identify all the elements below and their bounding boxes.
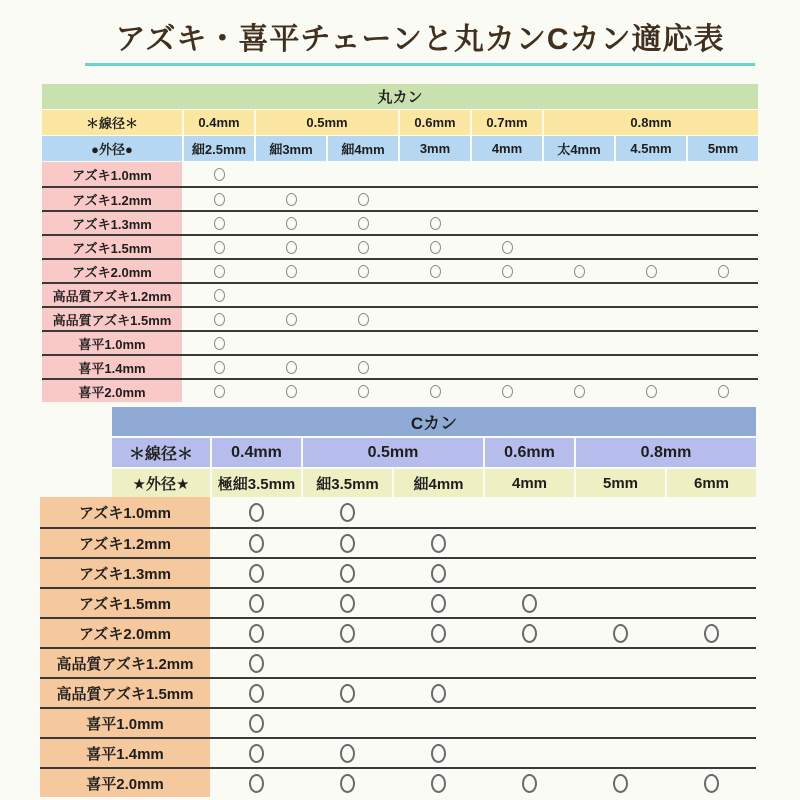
compat-circle-icon — [340, 774, 355, 793]
table-row — [42, 330, 758, 354]
outer-diameter-row — [112, 469, 756, 497]
compat-circle-icon — [613, 624, 628, 643]
table-row — [40, 557, 756, 587]
compat-circle-icon — [214, 361, 225, 374]
mark-cell — [667, 559, 756, 587]
compat-circle-icon — [718, 385, 729, 398]
compat-circle-icon — [249, 564, 264, 583]
outer-size-cell: 細2.5mm — [184, 136, 254, 161]
compat-circle-icon — [249, 744, 264, 763]
mark-cell — [616, 162, 686, 186]
mark-cell — [212, 529, 301, 557]
row-label: 高品質アズキ1.2mm — [40, 649, 210, 677]
outer-diameter-label: ●外径● — [42, 136, 182, 161]
compat-circle-icon — [340, 503, 355, 522]
mark-cell — [303, 649, 392, 677]
mark-cell — [576, 649, 665, 677]
mark-cell — [472, 380, 542, 402]
mark-cell — [394, 529, 483, 557]
mark-cell — [485, 739, 574, 767]
table-body — [40, 497, 756, 797]
mark-cell — [576, 709, 665, 737]
table-row — [40, 767, 756, 797]
mark-cell — [616, 356, 686, 378]
compat-circle-icon — [522, 774, 537, 793]
mark-cell — [256, 380, 326, 402]
mark-cell — [616, 308, 686, 330]
compat-circle-icon — [249, 684, 264, 703]
outer-diameter-row — [42, 136, 758, 161]
mark-cell — [667, 739, 756, 767]
wire-size-cell: 0.7mm — [472, 110, 542, 135]
mark-cell — [400, 236, 470, 258]
compat-circle-icon — [704, 774, 719, 793]
row-label: アズキ1.5mm — [40, 589, 210, 617]
table-row — [40, 737, 756, 767]
compat-circle-icon — [574, 385, 585, 398]
table-body — [42, 162, 758, 402]
c-kan-body — [40, 497, 756, 797]
mark-cell — [394, 497, 483, 527]
c-kan-header — [112, 407, 756, 497]
compat-circle-icon — [646, 265, 657, 278]
mark-cell — [688, 332, 758, 354]
mark-cell — [328, 236, 398, 258]
table-row — [42, 258, 758, 282]
mark-cell — [616, 332, 686, 354]
wire-size-cell: 0.8mm — [576, 438, 756, 467]
table-row — [42, 186, 758, 210]
row-label: アズキ1.3mm — [40, 559, 210, 587]
mark-cell — [212, 679, 301, 707]
mark-cell — [256, 284, 326, 306]
compat-circle-icon — [214, 313, 225, 326]
compat-circle-icon — [718, 265, 729, 278]
compat-circle-icon — [340, 684, 355, 703]
compat-circle-icon — [286, 361, 297, 374]
mark-cell — [576, 589, 665, 617]
mark-cell — [256, 212, 326, 234]
mark-cell — [667, 589, 756, 617]
mark-cell — [184, 284, 254, 306]
table-title-maru-kan: 丸カン — [42, 84, 758, 109]
mark-cell — [688, 188, 758, 210]
mark-cell — [184, 332, 254, 354]
table-row — [40, 617, 756, 647]
mark-cell — [212, 769, 301, 797]
compat-circle-icon — [340, 594, 355, 613]
compat-circle-icon — [646, 385, 657, 398]
mark-cell — [328, 308, 398, 330]
compat-circle-icon — [430, 217, 441, 230]
compat-circle-icon — [214, 193, 225, 206]
mark-cell — [400, 380, 470, 402]
row-label: アズキ2.0mm — [40, 619, 210, 647]
compat-circle-icon — [358, 385, 369, 398]
mark-cell — [184, 236, 254, 258]
row-label: アズキ1.0mm — [40, 497, 210, 527]
mark-cell — [303, 769, 392, 797]
mark-cell — [394, 769, 483, 797]
compat-circle-icon — [522, 594, 537, 613]
compat-circle-icon — [249, 534, 264, 553]
mark-cell — [667, 769, 756, 797]
mark-cell — [400, 284, 470, 306]
row-label: 喜平1.4mm — [42, 356, 182, 378]
mark-cell — [472, 236, 542, 258]
mark-cell — [485, 649, 574, 677]
wire-diameter-label: ＊線径＊ — [112, 438, 210, 467]
mark-cell — [688, 236, 758, 258]
compat-circle-icon — [431, 534, 446, 553]
compat-circle-icon — [214, 337, 225, 350]
wire-diameter-row — [112, 438, 756, 467]
row-label: アズキ1.2mm — [40, 529, 210, 557]
compat-circle-icon — [430, 241, 441, 254]
mark-cell — [328, 356, 398, 378]
wire-size-cell: 0.5mm — [256, 110, 398, 135]
mark-cell — [256, 332, 326, 354]
outer-size-cell: 極細3.5mm — [212, 469, 301, 497]
compat-circle-icon — [431, 594, 446, 613]
mark-cell — [394, 709, 483, 737]
outer-size-cell: 4mm — [485, 469, 574, 497]
wire-size-cell: 0.4mm — [184, 110, 254, 135]
mark-cell — [303, 739, 392, 767]
mark-cell — [616, 236, 686, 258]
mark-cell — [576, 559, 665, 587]
maru-kan-table — [42, 84, 758, 402]
row-label: 喜平2.0mm — [42, 380, 182, 402]
compat-circle-icon — [502, 265, 513, 278]
row-label: 喜平1.4mm — [40, 739, 210, 767]
mark-cell — [303, 529, 392, 557]
mark-cell — [544, 380, 614, 402]
compat-circle-icon — [286, 217, 297, 230]
mark-cell — [303, 709, 392, 737]
mark-cell — [212, 497, 301, 527]
mark-cell — [485, 559, 574, 587]
mark-cell — [328, 188, 398, 210]
compat-circle-icon — [286, 385, 297, 398]
table-row — [40, 707, 756, 737]
mark-cell — [688, 162, 758, 186]
compat-circle-icon — [249, 654, 264, 673]
outer-size-cell: 太4mm — [544, 136, 614, 161]
mark-cell — [400, 356, 470, 378]
row-label: 喜平1.0mm — [40, 709, 210, 737]
mark-cell — [256, 356, 326, 378]
mark-cell — [394, 679, 483, 707]
mark-cell — [667, 619, 756, 647]
mark-cell — [303, 497, 392, 527]
row-label: アズキ2.0mm — [42, 260, 182, 282]
mark-cell — [394, 619, 483, 647]
mark-cell — [303, 559, 392, 587]
mark-cell — [212, 559, 301, 587]
mark-cell — [303, 679, 392, 707]
mark-cell — [667, 709, 756, 737]
table-row — [40, 587, 756, 617]
compat-circle-icon — [214, 265, 225, 278]
mark-cell — [485, 679, 574, 707]
mark-cell — [544, 260, 614, 282]
mark-cell — [688, 308, 758, 330]
compat-circle-icon — [522, 624, 537, 643]
compat-circle-icon — [340, 624, 355, 643]
row-label: アズキ1.5mm — [42, 236, 182, 258]
compat-circle-icon — [430, 265, 441, 278]
mark-cell — [256, 188, 326, 210]
compat-circle-icon — [340, 534, 355, 553]
row-label: アズキ1.3mm — [42, 212, 182, 234]
mark-cell — [667, 649, 756, 677]
table-row — [40, 647, 756, 677]
mark-cell — [256, 308, 326, 330]
mark-cell — [472, 332, 542, 354]
wire-diameter-label: ＊線径＊ — [42, 110, 182, 135]
mark-cell — [576, 739, 665, 767]
mark-cell — [544, 356, 614, 378]
mark-cell — [667, 529, 756, 557]
mark-cell — [184, 188, 254, 210]
compat-circle-icon — [358, 193, 369, 206]
compat-circle-icon — [358, 217, 369, 230]
mark-cell — [485, 769, 574, 797]
mark-cell — [212, 739, 301, 767]
compat-circle-icon — [286, 313, 297, 326]
mark-cell — [544, 162, 614, 186]
outer-diameter-label: ★外径★ — [112, 469, 210, 497]
outer-size-cell: 細4mm — [328, 136, 398, 161]
mark-cell — [394, 559, 483, 587]
compat-circle-icon — [574, 265, 585, 278]
compat-circle-icon — [704, 624, 719, 643]
mark-cell — [576, 619, 665, 647]
row-label: アズキ1.2mm — [42, 188, 182, 210]
mark-cell — [544, 212, 614, 234]
compat-circle-icon — [286, 241, 297, 254]
wire-size-cell: 0.6mm — [485, 438, 574, 467]
mark-cell — [485, 497, 574, 527]
compat-circle-icon — [431, 564, 446, 583]
compat-circle-icon — [358, 313, 369, 326]
mark-cell — [472, 308, 542, 330]
mark-cell — [184, 308, 254, 330]
table-row — [42, 210, 758, 234]
mark-cell — [472, 162, 542, 186]
row-label: アズキ1.0mm — [42, 162, 182, 186]
outer-size-cell: 6mm — [667, 469, 756, 497]
table-row — [42, 234, 758, 258]
mark-cell — [485, 589, 574, 617]
mark-cell — [616, 260, 686, 282]
compat-circle-icon — [430, 385, 441, 398]
outer-size-cell: 細4mm — [394, 469, 483, 497]
compat-circle-icon — [214, 289, 225, 302]
outer-size-cell: 細3.5mm — [303, 469, 392, 497]
mark-cell — [616, 212, 686, 234]
mark-cell — [212, 619, 301, 647]
mark-cell — [212, 649, 301, 677]
compat-circle-icon — [502, 385, 513, 398]
compat-circle-icon — [286, 193, 297, 206]
mark-cell — [472, 356, 542, 378]
outer-size-cell: 細3mm — [256, 136, 326, 161]
mark-cell — [400, 162, 470, 186]
mark-cell — [544, 332, 614, 354]
wire-size-cell: 0.5mm — [303, 438, 483, 467]
compat-circle-icon — [431, 744, 446, 763]
mark-cell — [576, 497, 665, 527]
outer-size-cell: 4mm — [472, 136, 542, 161]
wire-size-cell: 0.4mm — [212, 438, 301, 467]
mark-cell — [485, 529, 574, 557]
compat-circle-icon — [214, 385, 225, 398]
compat-circle-icon — [249, 774, 264, 793]
mark-cell — [400, 332, 470, 354]
table-title-c-kan: Cカン — [112, 407, 756, 436]
mark-cell — [576, 529, 665, 557]
mark-cell — [576, 679, 665, 707]
mark-cell — [544, 284, 614, 306]
compat-circle-icon — [340, 564, 355, 583]
row-label: 喜平1.0mm — [42, 332, 182, 354]
row-label: 高品質アズキ1.2mm — [42, 284, 182, 306]
table-row — [42, 306, 758, 330]
wire-size-cell: 0.6mm — [400, 110, 470, 135]
compat-circle-icon — [358, 361, 369, 374]
mark-cell — [688, 284, 758, 306]
mark-cell — [544, 188, 614, 210]
mark-cell — [394, 649, 483, 677]
mark-cell — [184, 260, 254, 282]
outer-size-cell: 5mm — [576, 469, 665, 497]
compat-circle-icon — [214, 168, 225, 181]
mark-cell — [184, 380, 254, 402]
mark-cell — [394, 589, 483, 617]
mark-cell — [400, 308, 470, 330]
mark-cell — [256, 236, 326, 258]
outer-size-cell: 3mm — [400, 136, 470, 161]
mark-cell — [212, 709, 301, 737]
table-row — [40, 527, 756, 557]
table-row — [40, 677, 756, 707]
mark-cell — [328, 212, 398, 234]
page-title: アズキ・喜平チェーンと丸カンCカン適応表 — [85, 14, 755, 66]
mark-cell — [184, 162, 254, 186]
outer-size-cell: 4.5mm — [616, 136, 686, 161]
wire-diameter-row — [42, 110, 758, 135]
compat-circle-icon — [214, 241, 225, 254]
compat-circle-icon — [431, 624, 446, 643]
mark-cell — [688, 212, 758, 234]
mark-cell — [400, 260, 470, 282]
mark-cell — [485, 709, 574, 737]
mark-cell — [688, 380, 758, 402]
compat-circle-icon — [502, 241, 513, 254]
row-label: 高品質アズキ1.5mm — [40, 679, 210, 707]
mark-cell — [328, 260, 398, 282]
compat-circle-icon — [613, 774, 628, 793]
mark-cell — [688, 260, 758, 282]
mark-cell — [472, 212, 542, 234]
compat-circle-icon — [249, 594, 264, 613]
table-row — [42, 282, 758, 306]
mark-cell — [472, 260, 542, 282]
mark-cell — [256, 162, 326, 186]
mark-cell — [303, 619, 392, 647]
mark-cell — [544, 236, 614, 258]
wire-size-cell: 0.8mm — [544, 110, 758, 135]
mark-cell — [667, 679, 756, 707]
mark-cell — [212, 589, 301, 617]
mark-cell — [667, 497, 756, 527]
mark-cell — [400, 212, 470, 234]
compat-circle-icon — [249, 624, 264, 643]
mark-cell — [184, 212, 254, 234]
compat-circle-icon — [214, 217, 225, 230]
mark-cell — [616, 284, 686, 306]
row-label: 高品質アズキ1.5mm — [42, 308, 182, 330]
compat-circle-icon — [431, 684, 446, 703]
table-row — [42, 162, 758, 186]
mark-cell — [256, 260, 326, 282]
mark-cell — [616, 380, 686, 402]
table-row — [40, 497, 756, 527]
outer-size-cell: 5mm — [688, 136, 758, 161]
compat-circle-icon — [286, 265, 297, 278]
mark-cell — [472, 284, 542, 306]
mark-cell — [576, 769, 665, 797]
mark-cell — [328, 380, 398, 402]
table-row — [42, 354, 758, 378]
compat-circle-icon — [358, 241, 369, 254]
table-row — [42, 378, 758, 402]
mark-cell — [400, 188, 470, 210]
mark-cell — [394, 739, 483, 767]
mark-cell — [616, 188, 686, 210]
mark-cell — [472, 188, 542, 210]
mark-cell — [328, 332, 398, 354]
compat-circle-icon — [431, 774, 446, 793]
mark-cell — [184, 356, 254, 378]
mark-cell — [485, 619, 574, 647]
mark-cell — [544, 308, 614, 330]
mark-cell — [328, 284, 398, 306]
compat-circle-icon — [358, 265, 369, 278]
mark-cell — [303, 589, 392, 617]
mark-cell — [328, 162, 398, 186]
mark-cell — [688, 356, 758, 378]
compat-circle-icon — [249, 714, 264, 733]
compat-circle-icon — [340, 744, 355, 763]
row-label: 喜平2.0mm — [40, 769, 210, 797]
compat-circle-icon — [249, 503, 264, 522]
